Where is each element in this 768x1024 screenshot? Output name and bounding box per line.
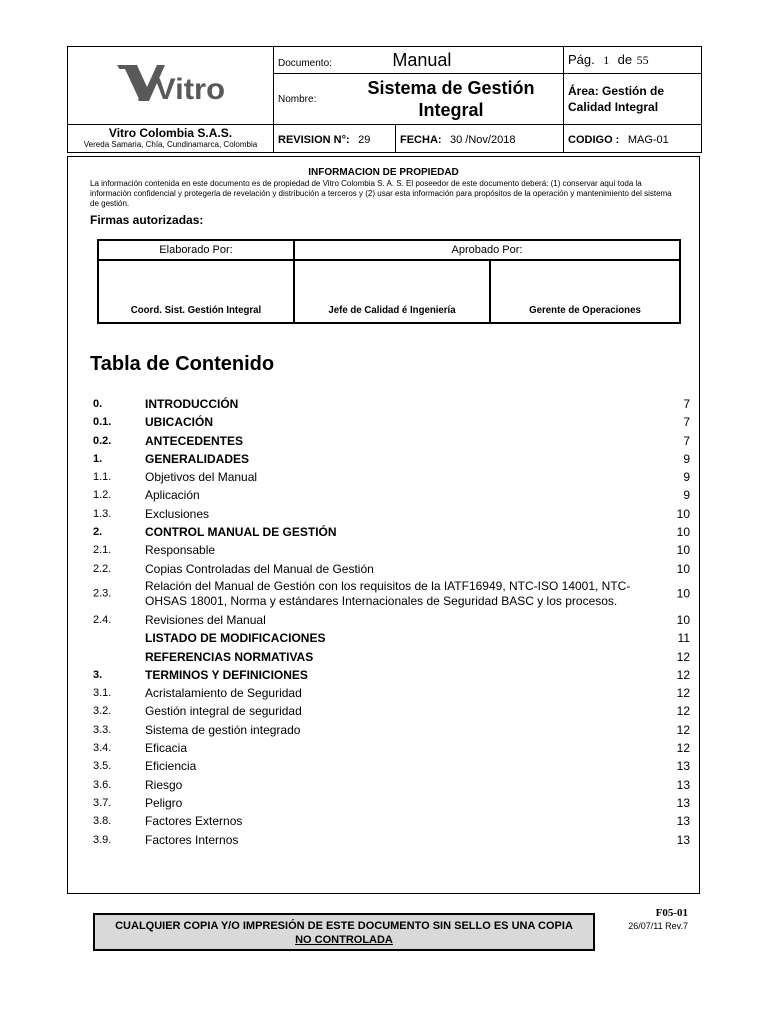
doc-label: Documento: <box>278 57 332 69</box>
aprobado-header: Aprobado Por: <box>294 240 680 260</box>
toc-entry-title: Acristalamiento de Seguridad <box>145 686 302 701</box>
toc-entry-title: Sistema de gestión integrado <box>145 722 301 737</box>
toc-entry-number: 0.2. <box>93 434 112 447</box>
document-header <box>67 46 702 153</box>
signatures-title-text: Firmas autorizadas <box>90 213 200 227</box>
date-cell <box>396 125 564 153</box>
revision-label: REVISION N°: <box>278 133 350 146</box>
page-cell <box>564 47 702 74</box>
toc-entry[interactable] <box>93 395 690 413</box>
toc-entry-page: 10 <box>676 612 690 627</box>
notice-line-2: NO CONTROLADA <box>295 934 393 946</box>
toc-entry-page: 13 <box>676 795 690 810</box>
name-value: Sistema de Gestión Integral <box>367 78 535 120</box>
toc-entry-title: UBICACIÓN <box>145 415 213 430</box>
toc-entry[interactable] <box>93 666 690 684</box>
page-total: 55 <box>636 53 649 67</box>
toc-title: Tabla de Contenido <box>90 353 275 375</box>
toc-entry-title: Factores Internos <box>145 832 239 847</box>
toc-entry-number: 1.2. <box>93 489 112 502</box>
toc-entry-title: INTRODUCCIÓN <box>145 397 239 411</box>
toc-entry-number: 3.5. <box>93 760 112 773</box>
page-label: Pág. <box>568 52 595 67</box>
form-revision-date: 26/07/11 Rev.7 <box>628 921 688 931</box>
toc-entry-number: 1.3. <box>93 507 112 520</box>
toc-entry-number: 0. <box>93 398 103 410</box>
toc-entry-title: Exclusiones <box>145 506 210 521</box>
toc-entry-page: 13 <box>676 759 690 774</box>
toc-list <box>93 395 690 849</box>
toc-entry-page: 10 <box>676 561 690 576</box>
toc-entry-title: Objetivos del Manual <box>145 470 258 485</box>
toc-entry-number: 2.3. <box>93 587 112 600</box>
toc-entry-page: 9 <box>683 470 690 485</box>
toc-entry-page: 13 <box>676 814 690 829</box>
toc-entry-title: TERMINOS Y DEFINICIONES <box>145 667 308 682</box>
toc-entry-page: 12 <box>676 649 690 664</box>
revision-value: 29 <box>358 133 371 146</box>
signature-role-operations-manager: Gerente de Operaciones <box>498 260 673 323</box>
name-label: Nombre: <box>278 93 317 105</box>
toc-entry-page: 7 <box>683 397 690 411</box>
toc-entry[interactable] <box>93 505 690 523</box>
toc-entry-page: 10 <box>676 506 690 521</box>
elaborado-header: Elaborado Por: <box>98 240 294 260</box>
doc-value: Manual <box>392 49 452 70</box>
toc-entry-title: LISTADO DE MODIFICACIONES <box>145 631 326 646</box>
toc-entry-number: 1.1. <box>93 471 112 484</box>
code-value: MAG-01 <box>627 133 669 146</box>
toc-entry-number: 3.4. <box>93 742 112 755</box>
toc-entry-title: Gestión integral de seguridad <box>145 704 302 719</box>
uncontrolled-copy-notice <box>93 913 595 951</box>
toc-entry-title: ANTECEDENTES <box>145 433 244 448</box>
toc-entry-title: CONTROL MANUAL DE GESTIÓN <box>145 525 337 540</box>
toc-entry[interactable] <box>93 702 690 720</box>
signature-role-quality-chief: Jefe de Calidad é Ingeniería <box>302 260 482 323</box>
document-name-cell <box>274 74 564 125</box>
company-address: Vereda Samaria, Chía, Cundinamarca, Colombia <box>83 140 258 149</box>
toc-entry-page: 9 <box>683 488 690 503</box>
revision-cell <box>274 125 396 153</box>
code-label: CODIGO : <box>568 133 620 146</box>
toc-entry[interactable] <box>93 541 690 559</box>
toc-entry-number: 0.1. <box>93 416 112 429</box>
toc-entry-number: 3.7. <box>93 796 112 809</box>
toc-entry[interactable] <box>93 831 690 849</box>
toc-entry-title: Riesgo <box>145 777 183 792</box>
company-name: Vitro Colombia S.A.S. <box>108 126 233 140</box>
toc-entry-number: 2.1. <box>93 544 112 557</box>
toc-entry[interactable] <box>93 450 690 468</box>
toc-entry-page: 12 <box>676 704 690 719</box>
toc-entry-number: 3.3. <box>93 723 112 736</box>
logo-cell <box>68 47 274 125</box>
toc-entry[interactable] <box>93 468 690 486</box>
toc-entry[interactable] <box>93 794 690 812</box>
page-number: 1 <box>603 53 610 67</box>
vitro-logo <box>115 61 227 105</box>
toc-entry[interactable] <box>93 684 690 702</box>
toc-entry[interactable] <box>93 611 690 629</box>
toc-entry[interactable] <box>93 432 690 450</box>
company-cell <box>68 125 274 153</box>
toc-entry[interactable] <box>93 757 690 775</box>
toc-entry[interactable] <box>93 413 690 431</box>
toc-entry-number: 2.2. <box>93 562 112 575</box>
toc-entry-page: 7 <box>683 415 690 430</box>
toc-entry-page: 12 <box>676 722 690 737</box>
signatures-title: Firmas autorizadas: <box>90 213 204 227</box>
date-label: FECHA: <box>400 133 442 146</box>
toc-entry-page: 13 <box>676 777 690 792</box>
toc-entry-page: 10 <box>676 586 690 601</box>
toc-entry[interactable] <box>93 486 690 504</box>
toc-entry-number: 3.6. <box>93 778 112 791</box>
toc-entry-page: 13 <box>676 832 690 847</box>
toc-entry-page: 12 <box>676 667 690 682</box>
form-code: F05-01 <box>655 907 688 919</box>
toc-entry-title: REFERENCIAS NORMATIVAS <box>145 649 314 664</box>
toc-entry-number: 3.2. <box>93 705 112 718</box>
toc-entry-title: Copias Controladas del Manual de Gestión <box>145 561 374 576</box>
toc-entry-number: 3. <box>93 668 103 681</box>
toc-entry-page: 9 <box>683 451 690 466</box>
toc-entry-title: Responsable <box>145 543 216 558</box>
toc-entry[interactable] <box>93 523 690 541</box>
toc-entry-number: 3.9. <box>93 833 112 846</box>
toc-entry[interactable] <box>93 578 690 611</box>
toc-entry-page: 12 <box>676 686 690 701</box>
toc-entry-title: Relación del Manual de Gestión con los requisitos de la IATF16949, NTC-ISO 14001, NTC-OHSAS 18001, Norma y estándares Internacionales de Seguridad BASC y los procesos. <box>145 578 631 608</box>
property-title: INFORMACION DE PROPIEDAD <box>308 167 459 178</box>
toc-entry-number: 2.4. <box>93 613 112 626</box>
toc-entry-number: 3.1. <box>93 687 112 700</box>
toc-entry[interactable] <box>93 812 690 830</box>
toc-entry-title: Aplicación <box>145 488 200 503</box>
document-body <box>67 156 700 894</box>
toc-entry-page: 7 <box>683 433 690 448</box>
logo-text: Vitro <box>154 73 225 105</box>
toc-entry-number: 2. <box>93 526 103 539</box>
page-of: de <box>617 52 633 67</box>
toc-entry[interactable] <box>93 560 690 578</box>
toc-entry[interactable] <box>93 721 690 739</box>
toc-entry-page: 12 <box>676 741 690 756</box>
toc-entry[interactable] <box>93 739 690 757</box>
toc-entry-number: 1. <box>93 452 103 465</box>
toc-entry-title: GENERALIDADES <box>145 451 250 466</box>
toc-entry-title: Peligro <box>145 795 183 810</box>
toc-entry[interactable] <box>93 776 690 794</box>
toc-entry-page: 11 <box>677 631 690 646</box>
toc-entry-title: Eficacia <box>145 741 188 756</box>
toc-entry-number: 3.8. <box>93 815 112 828</box>
toc-entry-page: 10 <box>676 543 690 558</box>
area-cell: Área: Gestión de Calidad Integral <box>564 74 702 125</box>
toc-entry-title: Eficiencia <box>145 759 197 774</box>
document-type-cell <box>274 47 564 74</box>
property-text: La información contenida en este documento es de propiedad de Vitro Colombia S. A. S. El poseedor de este documento deberá: (1) conservar aquí toda la información confidencial y protegerla de revelación y distribución a terceros y (2) usar esta información para propósitos de la operación y mantenimiento del sistema de gestión. <box>90 179 672 208</box>
signature-role-coordinator: Coord. Sist. Gestión Integral <box>106 260 286 323</box>
toc-entry-title: Revisiones del Manual <box>145 612 266 627</box>
toc-entry-page: 10 <box>676 525 690 540</box>
notice-line-1: CUALQUIER COPIA Y/O IMPRESIÓN DE ESTE DOCUMENTO SIN SELLO ES UNA COPIA <box>115 920 573 932</box>
signatures-table <box>97 239 681 324</box>
code-cell <box>564 125 702 153</box>
toc-entry[interactable] <box>93 629 690 647</box>
toc-entry[interactable] <box>93 648 690 666</box>
toc-entry-title: Factores Externos <box>145 814 243 829</box>
date-value: 30 /Nov/2018 <box>450 133 516 146</box>
